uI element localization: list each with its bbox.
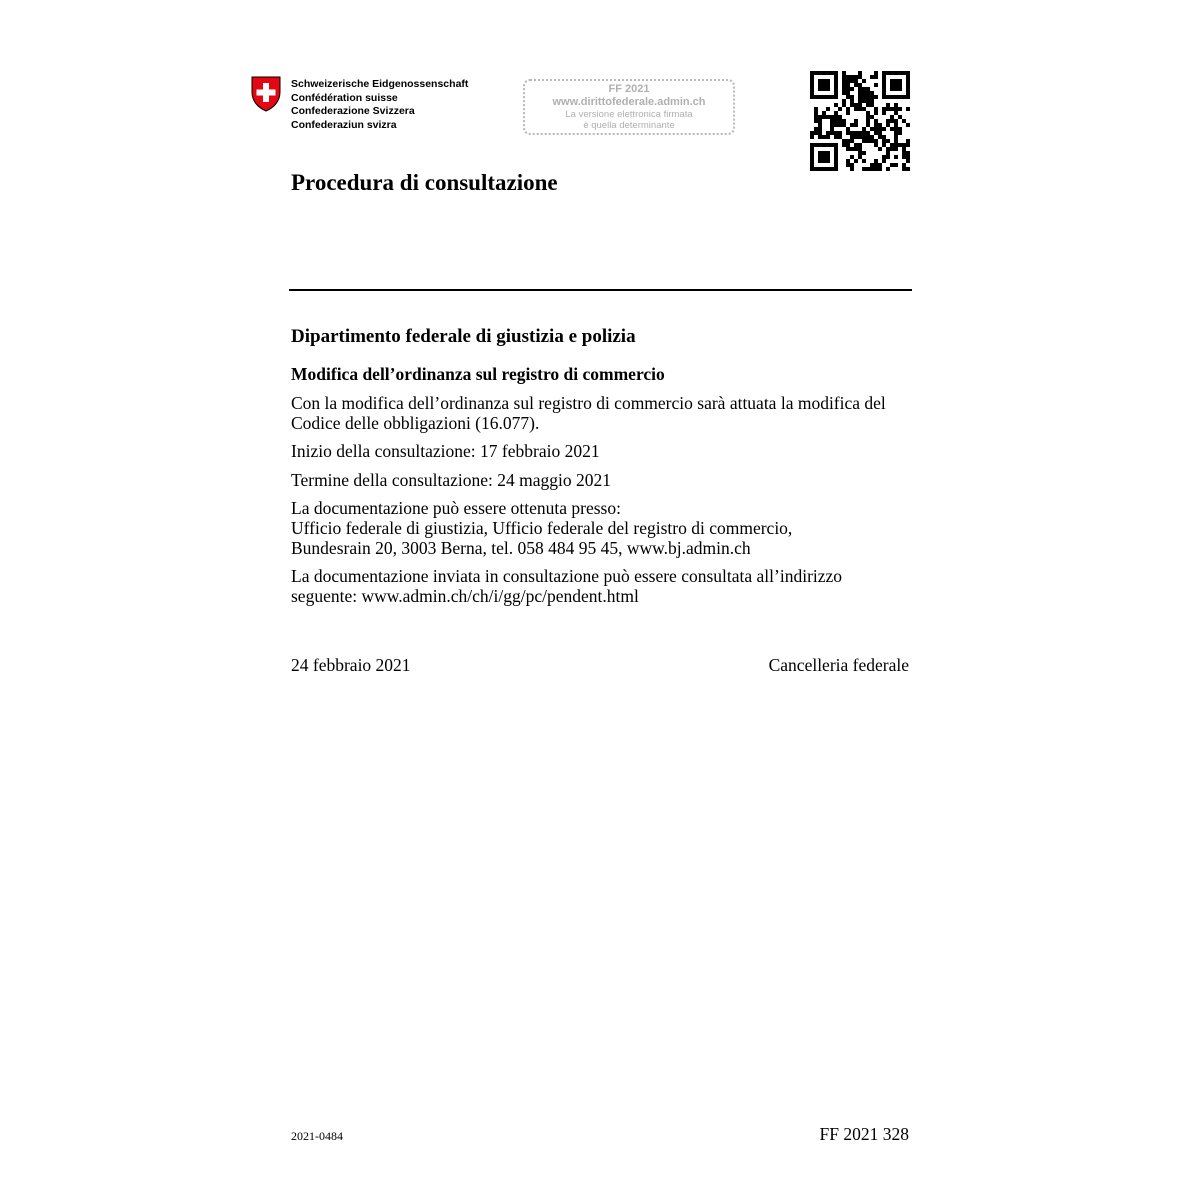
stamp-note-2: è quella determinante — [583, 120, 675, 131]
stamp-note-1: La versione elettronica firmata — [565, 109, 693, 120]
ff-reference: FF 2021 328 — [819, 1124, 909, 1144]
document-date: 24 febbraio 2021 — [291, 655, 411, 675]
availability-line: La documentazione può essere ottenuta presso: — [291, 498, 621, 518]
stamp-website: www.dirittofederale.admin.ch — [552, 96, 706, 108]
online-line: seguente: www.admin.ch/ch/i/gg/pc/pendent.html — [291, 586, 639, 606]
consultation-end-text: Termine della consultazione: 24 maggio 2021 — [291, 470, 612, 490]
availability-paragraph — [291, 498, 916, 558]
availability-line: Ufficio federale di giustizia, Ufficio federale del registro di commercio, — [291, 518, 793, 538]
signatory: Cancelleria federale — [768, 655, 909, 675]
intro-line: Con la modifica dell’ordinanza sul registro di commercio sarà attuata la modifica del — [291, 393, 886, 413]
stamp-ff-year: FF 2021 — [608, 83, 650, 95]
confederation-name-de: Schweizerische Eidgenossenschaft — [291, 78, 469, 90]
department-heading: Dipartimento federale di giustizia e polizia — [291, 326, 636, 347]
online-line: La documentazione inviata in consultazione può essere consultata all’indirizzo — [291, 566, 843, 586]
swiss-cross-shield-icon — [251, 76, 281, 112]
confederation-name-rm: Confederaziun svizra — [291, 118, 397, 131]
electronic-version-stamp — [523, 79, 735, 135]
document-number: 2021-0484 — [291, 1129, 343, 1143]
subject-heading: Modifica dell’ordinanza sul registro di commercio — [291, 364, 665, 384]
consultation-start-text: Inizio della consultazione: 17 febbraio 2021 — [291, 441, 600, 461]
confederation-names — [291, 78, 468, 132]
title-divider — [289, 289, 912, 291]
consultation-start — [291, 441, 916, 461]
availability-line: Bundesrain 20, 3003 Berna, tel. 058 484 95 45, www.bj.admin.ch — [291, 538, 751, 558]
confederation-name-fr: Confédération suisse — [291, 91, 398, 104]
intro-line: Codice delle obbligazioni (16.077). — [291, 413, 540, 433]
online-paragraph — [291, 566, 916, 606]
page-title: Procedura di consultazione — [291, 170, 558, 195]
qr-code-icon — [810, 71, 910, 171]
intro-paragraph — [291, 393, 916, 433]
confederation-name-it: Confederazione Svizzera — [291, 105, 415, 117]
consultation-end — [291, 470, 916, 490]
